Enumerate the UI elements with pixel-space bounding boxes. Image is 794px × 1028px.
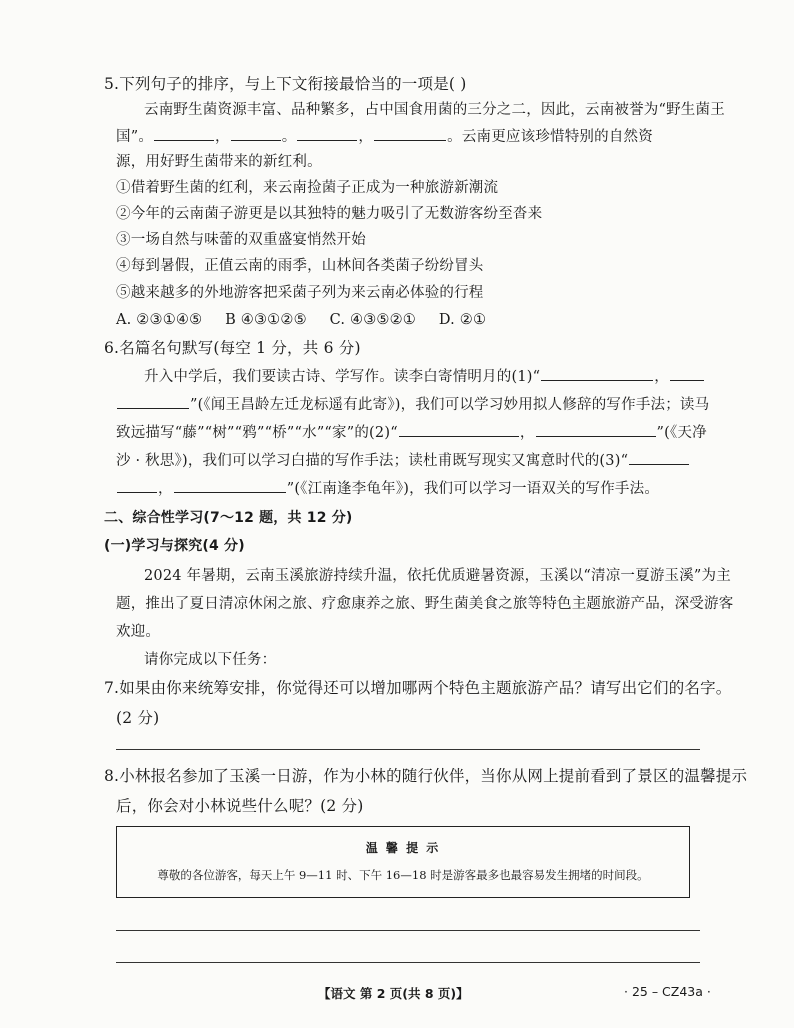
- section2-task: 请你完成以下任务：: [144, 652, 277, 668]
- q5-item-4: ④每到暑假，正值云南的雨季，山林间各类菌子纷纷冒头: [116, 258, 484, 274]
- section2-paragraph-3: 欢迎。: [116, 624, 161, 640]
- warm-tips-box: [116, 826, 690, 898]
- q5-blank-3[interactable]: [297, 126, 357, 141]
- q5-blank-4[interactable]: [374, 126, 446, 141]
- q6-blank-2b[interactable]: [117, 394, 189, 409]
- q5-option-b[interactable]: B ④③①②⑤: [225, 312, 307, 328]
- q8-line1: 8.小林报名参加了玉溪一日游，作为小林的随行伙伴，当你从网上提前看到了景区的温馨提示: [104, 767, 748, 785]
- q8-line2: 后，你会对小林说些什么呢？(2 分): [116, 797, 364, 815]
- q5-item-5: ⑤越来越多的外地游客把采菌子列为来云南必体验的行程: [116, 285, 484, 301]
- q6-blank-5a[interactable]: [629, 450, 689, 465]
- q6-stem: 6.名篇名句默写(每空 1 分，共 6 分): [104, 339, 361, 357]
- q5-passage-line1: 云南野生菌资源丰富、品种繁多，占中国食用菌的三分之二，因此，云南被誉为“野生菌王: [144, 102, 725, 118]
- section2-title: 二、综合性学习(7～12 题，共 12 分): [104, 510, 353, 526]
- q7-answer-line[interactable]: [116, 749, 700, 750]
- warm-tips-body: 尊敬的各位游客，每天上午 9—11 时、下午 16—18 时是游客最多也最容易发生拥堵的时间段。: [157, 868, 649, 882]
- q6-blank-2a[interactable]: [670, 366, 704, 381]
- q8-answer-line-2[interactable]: [116, 962, 700, 963]
- q5-item-2: ②今年的云南菌子游更是以其独特的魅力吸引了无数游客纷至沓来: [116, 206, 543, 222]
- section2-subtitle: (一)学习与探究(4 分): [104, 538, 245, 554]
- q5-option-a[interactable]: A. ②③①④⑤: [116, 312, 203, 328]
- q6-line1: 升入中学后，我们要读古诗、学写作。读李白寄情明月的(1)“ ，: [144, 366, 705, 387]
- q6-blank-3[interactable]: [399, 422, 519, 437]
- q8-answer-line-1[interactable]: [116, 930, 700, 931]
- q5-passage-line2: 国”。 ， 。 ， 。云南更应该珍惜特别的自然资: [116, 126, 653, 147]
- q6-line4: 沙 · 秋思》)，我们可以学习白描的写作手法；读杜甫既写现实又寓意时代的(3)“: [116, 450, 690, 471]
- footer-page-number: 【语文 第 2 页(共 8 页)】: [318, 986, 469, 1001]
- q6-blank-5b[interactable]: [117, 478, 157, 493]
- q6-blank-4[interactable]: [536, 422, 656, 437]
- q5-passage-line3: 源，用好野生菌带来的新红利。: [116, 154, 322, 170]
- q5-options: [116, 310, 504, 330]
- q7-line1: 7.如果由你来统筹安排，你觉得还可以增加哪两个特色主题旅游产品？请写出它们的名字。: [104, 679, 732, 697]
- q5-blank-2[interactable]: [231, 126, 281, 141]
- footer-code: · 25 – CZ43a ·: [624, 984, 711, 999]
- q6-line2: ”(《闻王昌龄左迁龙标遥有此寄》)，我们可以学习妙用拟人修辞的写作手法；读马: [116, 394, 709, 415]
- q5-blank-1[interactable]: [154, 126, 214, 141]
- section2-paragraph-2: 题，推出了夏日清凉休闲之旅、疗愈康养之旅、野生菌美食之旅等特色主题旅游产品，深受游客: [116, 596, 734, 612]
- section2-paragraph-1: 2024 年暑期，云南玉溪旅游持续升温，依托优质避暑资源，玉溪以“清凉一夏游玉溪”为主: [144, 568, 731, 584]
- q5-option-d[interactable]: D. ②①: [438, 312, 487, 328]
- q6-blank-6[interactable]: [174, 478, 286, 493]
- q5-item-1: ①借着野生菌的红利，来云南捡菌子正成为一种旅游新潮流: [116, 180, 499, 196]
- q5-stem: 5.下列句子的排序，与上下文衔接最恰当的一项是( ): [104, 75, 467, 93]
- q7-line2: (2 分): [116, 709, 160, 727]
- q6-blank-1[interactable]: [541, 366, 653, 381]
- q6-line3: 致远描写“藤”“树”“鸦”“桥”“水”“家”的(2)“ ， ”(《天净: [116, 422, 707, 443]
- warm-tips-title: 温 馨 提 示: [365, 841, 441, 855]
- q5-option-c[interactable]: C. ④③⑤②①: [329, 312, 416, 328]
- q6-line5: ， ”(《江南逢李龟年》)，我们可以学习一语双关的写作手法。: [116, 478, 659, 499]
- q5-item-3: ③一场自然与味蕾的双重盛宴悄然开始: [116, 232, 366, 248]
